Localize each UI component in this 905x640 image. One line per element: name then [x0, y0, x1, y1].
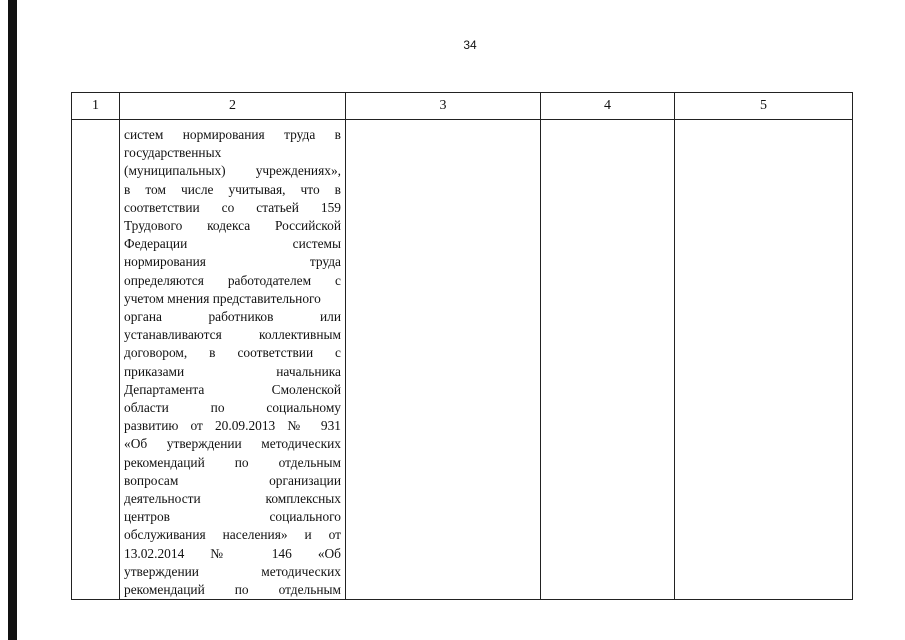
- cell-col-5: [675, 120, 853, 600]
- cell-col-2-line: Трудового кодекса Российской: [124, 218, 341, 234]
- cell-col-2-line: в том числе учитывая, что в: [124, 181, 341, 197]
- cell-col-2-line: учетом мнения представительного: [124, 290, 321, 306]
- cell-col-4: [541, 120, 675, 600]
- cell-col-2-line: договором, в соответствии с: [124, 345, 341, 361]
- cell-col-2-line: утверждении методических: [124, 563, 341, 579]
- cell-col-2-line: обслуживания населения» и от: [124, 527, 341, 543]
- column-header-1: 1: [72, 93, 120, 120]
- column-header-5: 5: [675, 93, 853, 120]
- cell-col-2-line: нормирования труда: [124, 254, 341, 270]
- cell-col-2-text: [120, 120, 345, 599]
- cell-col-2-line: Департамента Смоленской: [124, 381, 341, 397]
- table-row: [72, 120, 853, 600]
- cell-col-2-line: рекомендаций по отдельным: [124, 454, 341, 470]
- cell-col-2-line: систем нормирования труда в: [124, 127, 341, 142]
- cell-col-2-line: области по социальному: [124, 400, 341, 416]
- cell-col-2-line: органа работников или: [124, 309, 341, 325]
- cell-col-1: [72, 120, 120, 600]
- column-header-2: 2: [120, 93, 346, 120]
- cell-col-2: [120, 120, 346, 600]
- cell-col-2-line: Федерации системы: [124, 236, 341, 252]
- column-header-3: 3: [346, 93, 541, 120]
- cell-col-2-line: устанавливаются коллективным: [124, 327, 341, 343]
- cell-col-2-line: соответствии со статьей 159: [124, 199, 341, 215]
- cell-col-2-line: развитию от 20.09.2013 № 931: [124, 418, 341, 434]
- cell-col-2-line: центров социального: [124, 509, 341, 525]
- document-table: [71, 92, 853, 600]
- cell-col-3: [346, 120, 541, 600]
- page-number: 34: [463, 38, 477, 52]
- cell-col-2-line: вопросам организации: [124, 472, 341, 488]
- column-header-4: 4: [541, 93, 675, 120]
- cell-col-2-line: определяются работодателем с: [124, 272, 341, 288]
- cell-col-2-line: 13.02.2014 № 146 «Об: [124, 545, 341, 561]
- cell-col-2-line: приказами начальника: [124, 363, 341, 379]
- table-header-row: [72, 93, 853, 120]
- cell-col-2-line: государственных: [124, 145, 222, 161]
- scan-edge-bar: [8, 0, 17, 640]
- cell-col-2-line: деятельности комплексных: [124, 491, 341, 507]
- cell-col-2-line: рекомендаций по отдельным: [124, 582, 341, 598]
- cell-col-2-line: «Об утверждении методических: [124, 436, 341, 452]
- cell-col-2-line: (муниципальных) учреждениях»,: [124, 163, 341, 179]
